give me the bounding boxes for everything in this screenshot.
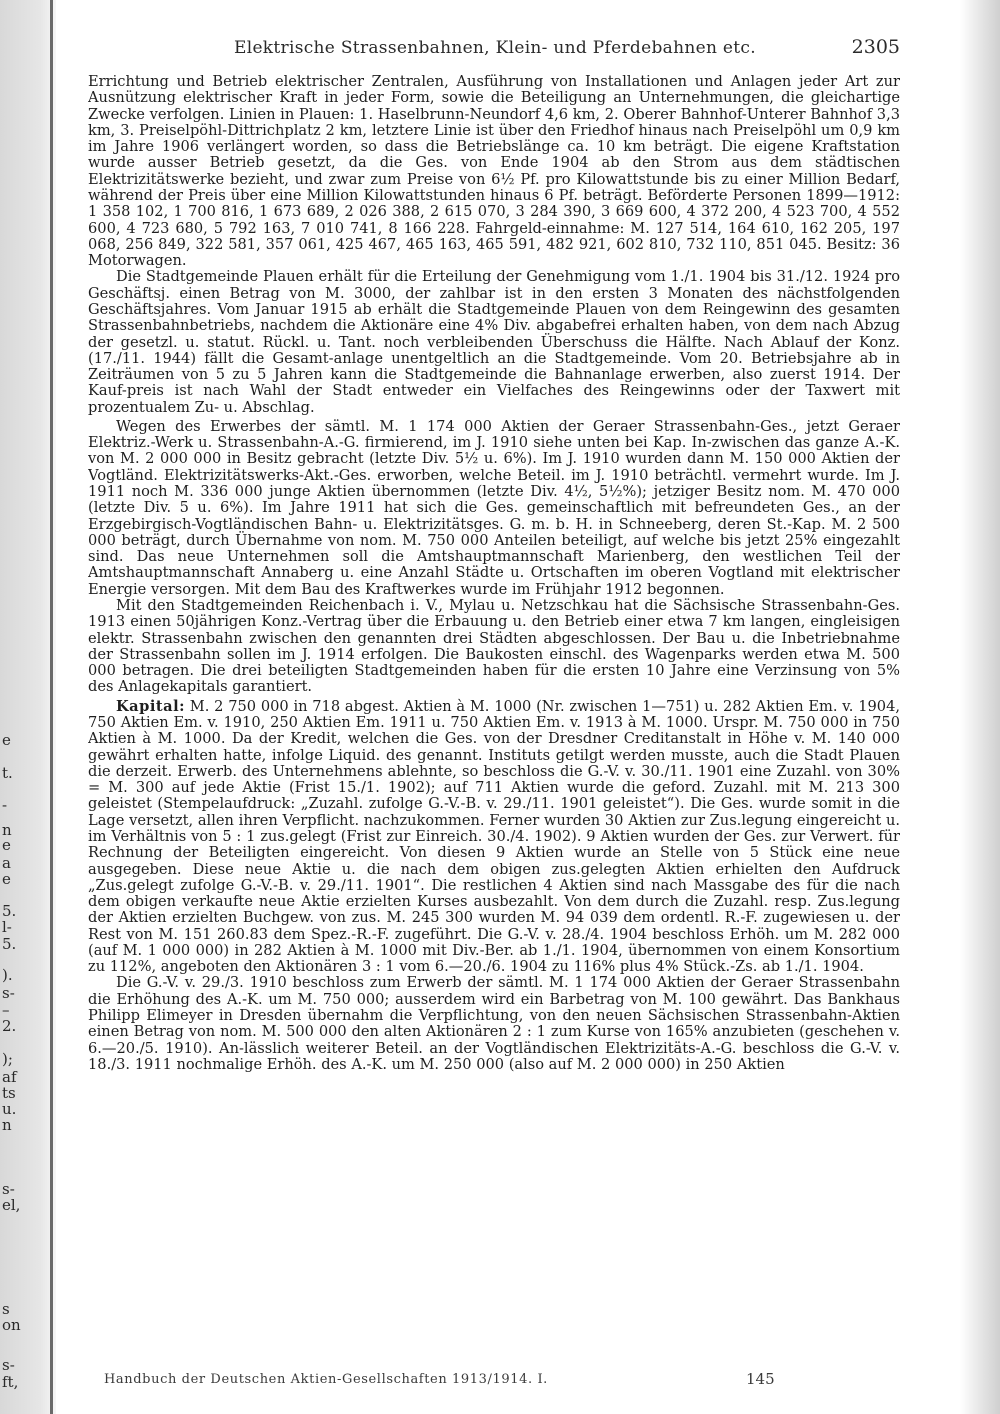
margin-fragment: ts xyxy=(2,1084,16,1102)
margin-fragment: s- xyxy=(2,1180,15,1198)
paragraph-concession-terms: Die Stadtgemeinde Plauen erhält für die Erteilung der Genehmigung vom 1./1. 1904 bis 31./12. 1924 pro Geschäftsj. einen Betrag von M. 3000, der zahlbar ist in den ersten 3 Monaten des nächstfolgenden Geschäftsjahres. Vom Januar 1915 ab erhält die Stadtgemeinde Plauen von dem Reingewinn des gesamten Strassenbahnbetriebs, nachdem die Aktionäre eine 4% Div. abgabefrei erhalten haben, von dem nach Abzug der gesetzl. u. statut. Rückl. u. Tant. noch verbleibenden Überschuss die Hälfte. Nach Ablauf der Konz. (17./11. 1944) fällt die Gesamt-anlage unentgeltlich an die Stadtgemeinde. Vom 20. Betriebsjahre ab in Zeiträumen von 5 zu 5 Jahren kann die Stadtgemeinde die Bahnanlage erwerben, also zuerst 1914. Der Kauf-preis ist nach Wahl der Stadt entweder ein Vielfaches des Reingewinns oder der Taxwert mit prozentualem Zu- u. Abschlag. xyxy=(88,268,900,416)
margin-fragment: ft, xyxy=(2,1373,19,1391)
paragraph-company-purpose: Errichtung und Betrieb elektrischer Zentralen, Ausführung von Installationen und Anlagen jeder Art zur Ausnützung elektrischer Kraft in jeder Form, sowie die Beteiligung an Unternehmungen, die gleichartige Zwecke verfolgen. Linien in Plauen: 1. Haselbrunn-Neundorf 4,6 km, 2. Oberer Bahnhof-Unterer Bahnhof 3,3 km, 3. Preiselpöhl-Dittrichplatz 2 km, letztere Linie ist über den Friedhof hinaus nach Preiselpöhl um 0,9 km im Jahre 1906 verlängert worden, so dass die Betriebslänge ca. 10 km beträgt. Die eigene Kraftstation wurde ausser Betrieb gesetzt, da die Ges. von Ende 1904 ab den Strom aus dem städtischen Elektrizitätswerke bezieht, und zwar zum Preise von 6½ Pf. pro Kilowattstunde bis zu einer Million Bedarf, während der Preis über eine Million Kilowattstunden hinaus 6 Pf. beträgt. Beförderte Personen 1899—1912: 1 358 102, 1 700 816, 1 673 689, 2 026 388, 2 615 070, 3 284 390, 3 669 600, 4 372 200, 4 523 700, 4 552 600, 4 723 680, 5 792 163, 7 010 741, 8 166 228. Fahrgeld-einnahme: M. 127 514, 164 610, 162 205, 197 068, 256 849, 322 581, 357 061, 425 467, 465 163, 465 591, 482 921, 602 810, 732 110, 851 045. Besitz: 36 Motorwagen. xyxy=(88,74,900,270)
margin-fragment: – xyxy=(2,1001,10,1019)
margin-fragment: e xyxy=(2,870,11,888)
running-title: Elektrische Strassenbahnen, Klein- und Pferdebahnen etc. xyxy=(234,38,756,58)
margin-fragment: e xyxy=(2,836,11,854)
margin-fragment: l- xyxy=(2,918,12,936)
margin-fragment: 2. xyxy=(2,1017,17,1035)
text-column xyxy=(88,74,900,1364)
margin-fragment: a xyxy=(2,854,11,872)
margin-fragment: - xyxy=(2,796,8,814)
margin-fragment: s- xyxy=(2,1356,15,1374)
scan-shadow-right xyxy=(960,0,1000,1414)
margin-fragment: 5. xyxy=(2,902,17,920)
kapital-heading: Kapital: xyxy=(116,697,186,715)
margin-fragment: n xyxy=(2,821,12,839)
paragraph-reichenbach-line: Mit den Stadtgemeinden Reichenbach i. V., Mylau u. Netzschkau hat die Sächsische Strassenbahn-Ges. 1913 einen 50jährigen Konz.-Vertrag über die Erbauung u. den Betrieb einer etwa 7 km langen, eingleisigen elektr. Strassenbahn zwischen den genannten drei Städten abgeschlossen. Der Bau u. die Inbetriebnahme der Strassenbahn sollen im J. 1914 erfolgen. Die Baukosten einschl. des Wagenparks werden etwa M. 500 000 betragen. Die drei beteiligten Stadtgemeinden haben für die ersten 10 Jahre eine Verzinsung von 5% des Anlagekapitals garantiert. xyxy=(88,597,900,696)
page-header xyxy=(88,34,900,64)
previous-page-margin xyxy=(0,0,48,1414)
margin-fragment: u. xyxy=(2,1100,17,1118)
margin-fragment: s xyxy=(2,1300,10,1318)
margin-fragment: t. xyxy=(2,764,13,782)
page-number: 2305 xyxy=(851,36,900,58)
page-footer xyxy=(104,1372,804,1394)
paragraph-capital-increase: Die G.-V. v. 29./3. 1910 beschloss zum Erwerb der sämtl. M. 1 174 000 Aktien der Geraer Strassenbahn die Erhöhung des A.-K. um M. 750 000; ausserdem wird ein Barbetrag von M. 100 gewährt. Das Bankhaus Philipp Elimeyer in Dresden übernahm die Verpflichtung, von den neuen Sächsischen Strassenbahn-Aktien einen Betrag von nom. M. 500 000 den alten Aktionären 2 : 1 zum Kurse von 165% anzubieten (geschehen v. 6.—20./5. 1910). An-lässlich weiterer Beteil. an der Vogtländischen Elektrizitäts-A.-G. beschloss die G.-V. v. 18./3. 1911 nochmalige Erhöh. des A.-K. um M. 250 000 (also auf M. 2 000 000) in 250 Aktien xyxy=(88,974,900,1073)
margin-fragment: e xyxy=(2,731,11,749)
page-gutter-line xyxy=(50,0,53,1414)
footer-sheet-number: 145 xyxy=(746,1370,775,1388)
margin-fragment: ); xyxy=(2,1050,13,1068)
kapital-text: M. 2 750 000 in 718 abgest. Aktien à M. 1000 (Nr. zwischen 1—751) u. 282 Aktien Em. v. 1904, 750 Aktien Em. v. 1910, 250 Aktien Em. 1911 u. 750 Aktien Em. v. 1913 à M. 1000. Urspr. M. 750 000 in 750 Aktien à M. 1000. Da der Kredit, welchen die Ges. von der Dresdner Creditanstalt in Höhe v. M. 140 000 gewährt erhalten hatte, infolge Liquid. des genannt. Instituts getilgt werden musste, auch die Stadt Plauen die derzeit. Erwerb. des Unternehmens ablehnte, so beschloss die G.-V. v. 30./11. 1901 eine Zuzahl. von 30% = M. 300 auf jede Aktie (Frist 15./1. 1902); auf 711 Aktien wurde die geford. Zuzahl. mit M. 213 300 geleistet (Stempelaufdruck: „Zuzahl. zufolge G.-V.-B. v. 29./11. 1901 geleistet“). Die Ges. wurde somit in die Lage versetzt, allen ihren Verpflicht. nachzukommen. Ferner wurden 30 Aktien zur Zus.legung eingereicht u. im Verhältnis von 5 : 1 zus.gelegt (Frist zur Einreich. 30./4. 1902). 9 Aktien wurden der Ges. zur Verwert. für Rechnung der Beteiligten eingereicht. Von diesen 9 Aktien wurde an Stelle von 5 Stück eine neue ausgegeben. Diese neue Aktie u. die nach dem obigen zus.gelegten Aktien erhielten den Aufdruck „Zus.gelegt zufolge G.-V.-B. v. 29./11. 1901“. Die restlichen 4 Aktien sind nach Massgabe des für die nach dem obigen verkaufte neue Aktie erzielten Kurses ausbezahlt. Von dem durch die Zuzahl. resp. Zus.legung der Aktien erzielten Buchgew. von zus. M. 245 300 wurden M. 94 039 dem ordentl. R.-F. zugewiesen u. der Rest von M. 151 260.83 dem Spez.-R.-F. zugeführt. Die G.-V. v. 28./4. 1904 beschloss Erhöh. um M. 282 000 (auf M. 1 000 000) in 282 Aktien à M. 1000 mit Div.-Ber. ab 1./1. 1904, übernommen von einem Konsortium zu 112%, angeboten den Aktionären 3 : 1 vom 6.—20./6. 1904 zu 116% plus 4% Stück.-Zs. ab 1./1. 1904. xyxy=(88,697,900,976)
margin-fragment: 5. xyxy=(2,935,17,953)
footer-source: Handbuch der Deutschen Aktien-Gesellschaften 1913/1914. I. xyxy=(104,1372,548,1387)
margin-fragment: n xyxy=(2,1116,12,1134)
margin-fragment: on xyxy=(2,1316,21,1334)
margin-fragment: el, xyxy=(2,1196,21,1214)
paragraph-kapital xyxy=(88,699,900,976)
paragraph-participations: Wegen des Erwerbes der sämtl. M. 1 174 000 Aktien der Geraer Strassenbahn-Ges., jetzt Geraer Elektriz.-Werk u. Strassenbahn-A.-G. firmierend, im J. 1910 siehe unten bei Kap. In-zwischen das ganze A.-K. von M. 2 000 000 in Besitz gebracht (letzte Div. 5½ u. 6%). Im J. 1910 wurden dann M. 150 000 Aktien der Vogtländ. Elektrizitätswerks-Akt.-Ges. erworben, welche Beteil. im J. 1910 beträchtl. vermehrt wurde. Im J. 1911 noch M. 336 000 junge Aktien übernommen (letzte Div. 4½, 5½%); jetziger Besitz nom. M. 470 000 (letzte Div. 5 u. 6%). Im Jahre 1911 hat sich die Ges. gemeinschaftlich mit befreundeten Ges., an der Erzgebirgisch-Vogtländischen Bahn- u. Elektrizitätsges. G. m. b. H. in Schneeberg, deren St.-Kap. M. 2 500 000 beträgt, durch Übernahme von nom. M. 750 000 Anteilen beteiligt, auf welche bis jetzt 25% eingezahlt sind. Das neue Unternehmen soll die Amtshauptmannschaft Marienberg, den westlichen Teil der Amtshauptmannschaft Annaberg u. eine Anzahl Städte u. Ortschaften im oberen Vogtland mit elektrischer Energie versorgen. Mit dem Bau des Kraftwerkes wurde im Frühjahr 1912 begonnen. xyxy=(88,417,900,598)
margin-fragment: ). xyxy=(2,966,13,984)
margin-fragment: af xyxy=(2,1068,17,1086)
margin-fragment: s- xyxy=(2,984,15,1002)
